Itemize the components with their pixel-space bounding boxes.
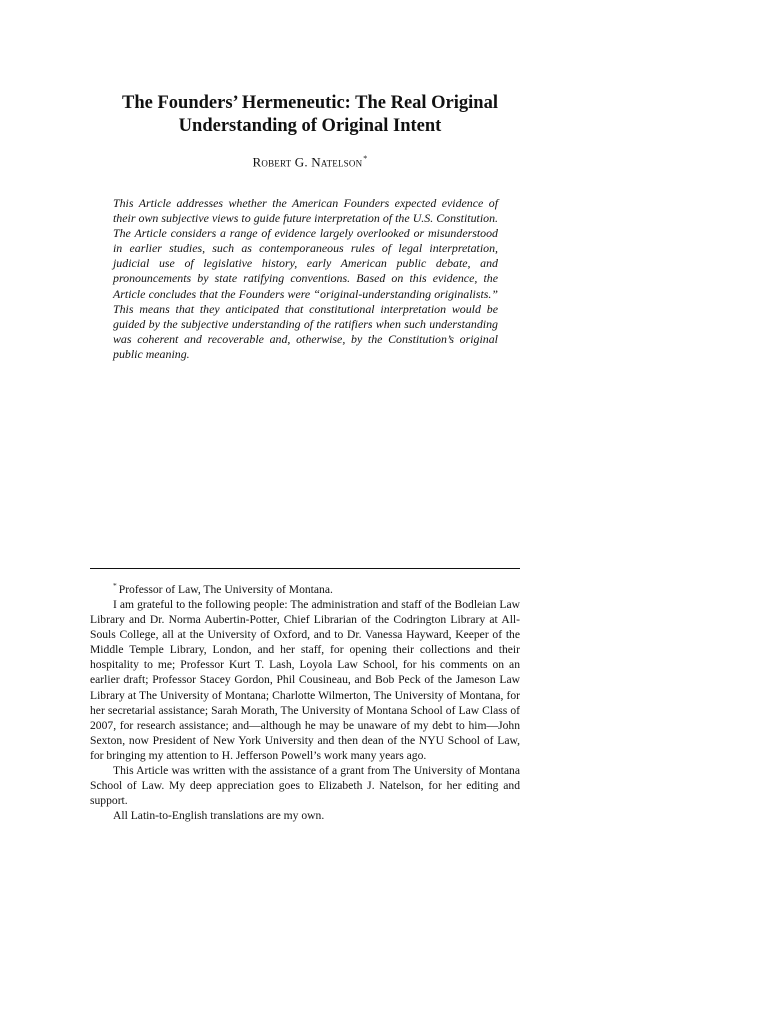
footnote-divider: [90, 568, 520, 569]
author-footnote-marker[interactable]: *: [363, 154, 368, 163]
article-title-line-1: The Founders’ Hermeneutic: The Real Original: [122, 93, 498, 113]
footnote-grant: This Article was written with the assistance of a grant from The University of Montana School of Law. My deep appreciation goes to Elizabeth J. Natelson, for her editing and support.: [90, 763, 520, 808]
footnote-acknowledgments: I am grateful to the following people: The administration and staff of the Bodleian Law Library and Dr. Norma Aubertin-Potter, Chief Librarian of the Codrington Library at All-Souls College, all at the University of Oxford, and to Dr. Vanessa Hayward, Keeper of the Middle Temple Library, London, and her staff, for opening their collections and their hospitality to me; Professor Kurt T. Lash, Loyola Law School, for his comments on an earlier draft; Professor Stacey Gordon, Phil Cousineau, and Bob Peck of the Jameson Law Library at The University of Montana; Charlotte Wilmerton, The University of Montana, for her secretarial assistance; Sarah Morath, The University of Montana School of Law Class of 2007, for research assistance; and—although he may be unaware of my debt to him—John Sexton, now President of New York University and then dean of the NYU School of Law, for bringing my attention to H. Jefferson Powell’s work many years ago.: [90, 597, 520, 762]
author-name: Robert G. Natelson: [252, 154, 363, 170]
footnotes-section: [90, 578, 520, 823]
footnote-affiliation: [90, 578, 520, 597]
footnote-marker: *: [113, 581, 117, 590]
abstract: This Article addresses whether the American Founders expected evidence of their own subjective views to guide future interpretation of the U.S. Constitution. The Article considers a range of evidence largely overlooked or misunderstood in earlier studies, such as contemporaneous rules of legal interpretation, judicial use of legislative history, early American public debate, and pronouncements by state ratifying conventions. Based on this evidence, the Article concludes that the Founders were “original-understanding originalists.” This means that they anticipated that constitutional interpretation would be guided by the subjective understanding of the ratifiers when such understanding was coherent and recoverable and, otherwise, by the Constitution’s original public meaning.: [113, 196, 498, 361]
footnote-affiliation-text: Professor of Law, The University of Montana.: [118, 582, 333, 596]
article-title-line-2: Understanding of Original Intent: [178, 116, 442, 136]
article-title: [90, 92, 530, 138]
footnote-translations: All Latin-to-English translations are my own.: [113, 809, 325, 823]
author-byline: [90, 151, 530, 170]
